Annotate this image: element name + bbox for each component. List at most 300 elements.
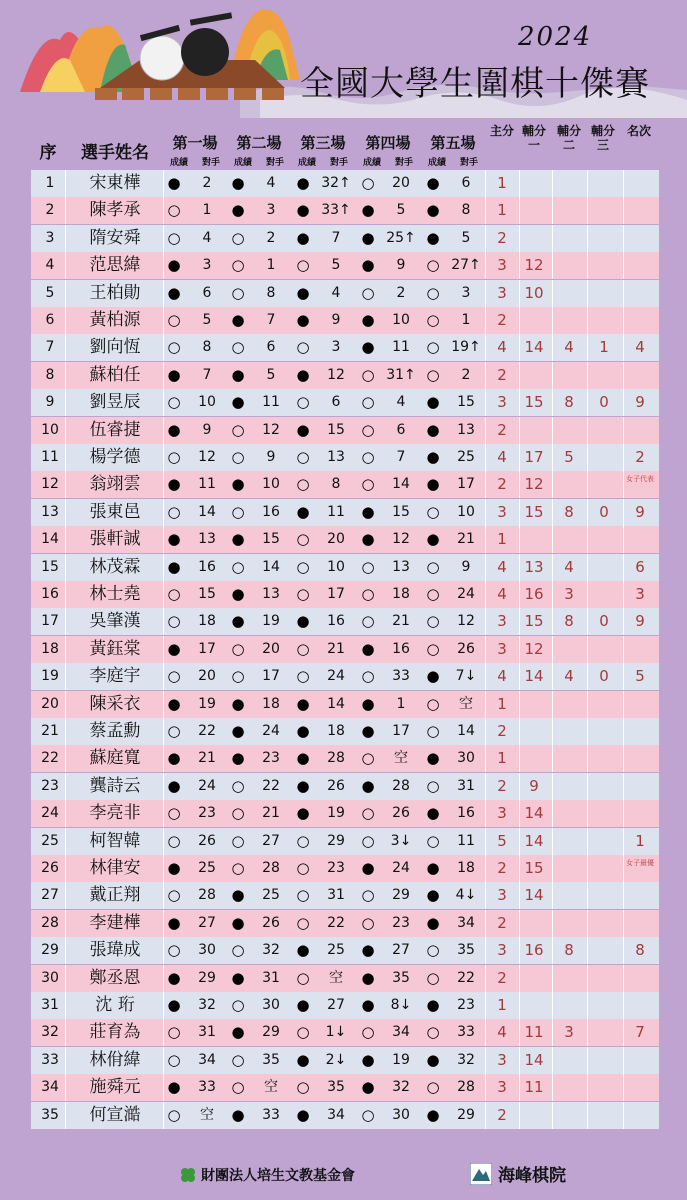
- column-divider: [623, 828, 624, 855]
- player-name: 蘇庭寬: [89, 748, 141, 769]
- round-opponent: 19: [262, 613, 280, 630]
- round-opponent: 35: [327, 1079, 345, 1096]
- banner: [0, 0, 687, 118]
- round-result: ○: [167, 804, 181, 823]
- round-opponent: 33: [198, 1079, 216, 1096]
- player-name: 戴正翔: [89, 885, 141, 906]
- round-opponent: 3: [331, 339, 341, 356]
- tiebreak-3: [589, 855, 619, 882]
- main-score: 2: [497, 776, 507, 795]
- round-opponent: 24: [262, 723, 280, 739]
- tiebreak-1: 17: [524, 448, 544, 466]
- player-name: 宋東樺: [89, 173, 141, 193]
- column-divider: [587, 855, 588, 882]
- round-result: ●: [231, 201, 245, 220]
- table-row: [31, 471, 659, 498]
- round-result: ●: [167, 365, 181, 384]
- round-opponent: 空: [264, 1079, 278, 1096]
- round-result: ○: [167, 1050, 181, 1069]
- round-opponent: 20: [198, 668, 216, 685]
- round-opponent: 28: [457, 1079, 475, 1096]
- round-result: ○: [426, 338, 440, 357]
- main-score: 2: [497, 475, 507, 494]
- rank-cell: [625, 636, 655, 663]
- round-result: ●: [426, 1050, 440, 1069]
- round-result: ●: [231, 1105, 245, 1124]
- rank-cell: [625, 252, 655, 279]
- round-opponent: 3: [461, 284, 471, 301]
- result-label: 成績: [233, 158, 252, 168]
- seq-cell: 9: [45, 394, 55, 411]
- round-result: ○: [167, 886, 181, 905]
- column-divider: [623, 197, 624, 224]
- column-divider: [623, 882, 624, 909]
- column-divider: [623, 526, 624, 553]
- main-score: 2: [497, 859, 507, 877]
- round-result: ○: [167, 941, 181, 960]
- seq-cell: 27: [41, 887, 59, 904]
- seq-cell: 28: [41, 914, 59, 931]
- round-result: ●: [231, 530, 245, 549]
- round-opponent: 8: [331, 476, 341, 493]
- column-divider: [485, 526, 486, 553]
- player-name: 蘇柏任: [89, 364, 141, 385]
- round-result: ○: [426, 831, 440, 850]
- seq-cell: 10: [41, 421, 59, 438]
- column-divider: [552, 608, 553, 635]
- tiebreak-2: [554, 882, 584, 909]
- round-opponent: 29: [457, 1106, 475, 1123]
- player-name: 張瑋成: [89, 940, 141, 961]
- round-opponent: 21: [327, 640, 345, 657]
- table-row: [31, 965, 659, 992]
- column-divider: [485, 965, 486, 992]
- mountain-logo-icon: [470, 1163, 492, 1185]
- round-result: ○: [231, 941, 245, 960]
- tiebreak-2: 8: [564, 502, 574, 521]
- round-opponent: 17: [198, 640, 216, 657]
- round-opponent: 23: [327, 860, 345, 876]
- round-result: ●: [231, 886, 245, 905]
- tiebreak-2: [554, 252, 584, 279]
- header-round-1: [163, 132, 227, 168]
- round-result: ●: [361, 1050, 375, 1069]
- seq-cell: 26: [41, 860, 59, 876]
- round-opponent: 35: [262, 1051, 280, 1068]
- round-opponent: 31: [327, 887, 345, 904]
- round-opponent: 4: [266, 175, 276, 191]
- round-result: ●: [361, 311, 375, 329]
- tiebreak-1: 15: [524, 859, 544, 877]
- round-opponent: 12: [392, 531, 410, 548]
- round-result: ○: [296, 338, 310, 357]
- round-opponent: 15: [457, 394, 475, 411]
- column-divider: [552, 362, 553, 389]
- column-divider: [65, 417, 66, 444]
- round-result: ○: [296, 475, 310, 494]
- round-title: 第四場: [365, 134, 411, 152]
- round-opponent: 18: [392, 586, 410, 602]
- column-divider: [485, 992, 486, 1019]
- round-result: ●: [167, 174, 181, 192]
- column-divider: [587, 526, 588, 553]
- column-divider: [552, 170, 553, 197]
- column-divider: [623, 417, 624, 444]
- tiebreak-1: 15: [524, 393, 544, 412]
- round-opponent: 29: [262, 1024, 280, 1041]
- round-opponent: 2: [461, 366, 471, 383]
- column-divider: [485, 307, 486, 334]
- column-divider: [65, 1102, 66, 1129]
- round-result: ○: [361, 667, 375, 686]
- seq-cell: 8: [45, 366, 55, 383]
- round-opponent: 25: [327, 942, 345, 959]
- tiebreak-1: [519, 417, 549, 444]
- round-result: ○: [167, 667, 181, 686]
- column-divider: [485, 882, 486, 909]
- column-divider: [65, 225, 66, 252]
- tiebreak-3: [589, 1074, 619, 1101]
- round-opponent: 18: [327, 723, 345, 739]
- tiebreak-2: 4: [564, 557, 574, 576]
- round-result: ●: [361, 502, 375, 521]
- column-divider: [485, 581, 486, 608]
- seq-cell: 33: [41, 1051, 59, 1068]
- column-divider: [587, 280, 588, 307]
- round-result: ○: [296, 859, 310, 877]
- round-opponent: 16: [327, 613, 345, 630]
- round-result: ○: [426, 694, 440, 713]
- player-name: 李庭宇: [89, 666, 141, 687]
- column-divider: [65, 937, 66, 964]
- round-result: ●: [231, 913, 245, 932]
- round-opponent: 8↓: [390, 997, 412, 1013]
- main-score: 2: [497, 365, 507, 384]
- column-divider: [587, 307, 588, 334]
- round-opponent: 26: [457, 640, 475, 657]
- column-divider: [587, 882, 588, 909]
- round-result: ●: [231, 365, 245, 384]
- round-opponent: 10: [457, 503, 475, 520]
- tiebreak-2: 8: [564, 393, 574, 412]
- tiebreak-1: 10: [524, 283, 544, 302]
- round-opponent: 18: [262, 695, 280, 712]
- round-opponent: 8: [461, 202, 471, 219]
- column-divider: [552, 1074, 553, 1101]
- round-result: ○: [426, 283, 440, 302]
- seq-cell: 17: [41, 613, 59, 630]
- column-divider: [623, 800, 624, 827]
- table-row: [31, 937, 659, 964]
- tiebreak-2: [554, 417, 584, 444]
- column-divider: [485, 663, 486, 690]
- column-divider: [623, 636, 624, 663]
- column-divider: [65, 910, 66, 937]
- round-result: ●: [426, 886, 440, 905]
- column-divider: [623, 773, 624, 800]
- rank-cell: 1: [635, 831, 645, 850]
- table-row: [31, 636, 659, 663]
- round-opponent: 10: [198, 394, 216, 411]
- round-result: ○: [231, 502, 245, 521]
- round-result: ○: [296, 530, 310, 549]
- tiebreak-3: [589, 252, 619, 279]
- round-opponent: 31: [262, 969, 280, 986]
- tiebreak-2: [554, 745, 584, 772]
- tiebreak-3: [589, 197, 619, 224]
- round-result: ●: [296, 941, 310, 960]
- round-opponent: 31: [198, 1024, 216, 1041]
- rank-cell: 7: [635, 1023, 645, 1042]
- round-result: ○: [231, 804, 245, 823]
- round-result: ○: [231, 667, 245, 686]
- round-result: ○: [361, 448, 375, 466]
- round-opponent: 28: [327, 750, 345, 767]
- tiebreak-3: [589, 800, 619, 827]
- round-opponent: 18: [198, 613, 216, 630]
- round-result: ●: [231, 1023, 245, 1042]
- tiebreak-3: [589, 417, 619, 444]
- round-result: ●: [167, 968, 181, 987]
- column-divider: [485, 1019, 486, 1046]
- column-divider: [485, 471, 486, 498]
- round-opponent: 16: [392, 640, 410, 657]
- column-divider: [552, 663, 553, 690]
- column-divider: [623, 1047, 624, 1074]
- rank-cell: [625, 280, 655, 307]
- column-divider: [623, 307, 624, 334]
- round-result: ○: [296, 256, 310, 275]
- round-opponent: 9: [461, 558, 471, 575]
- round-opponent: 28: [392, 777, 410, 794]
- table-row: [31, 225, 659, 252]
- round-result: ○: [296, 886, 310, 905]
- opponent-label: 對手: [459, 158, 478, 168]
- foundation-name: 財團法人培生文教基金會: [201, 1168, 355, 1184]
- column-divider: [485, 636, 486, 663]
- round-opponent: 9: [331, 312, 341, 328]
- round-opponent: 空: [329, 969, 343, 986]
- column-divider: [552, 1019, 553, 1046]
- tiebreak-1: 14: [524, 1050, 544, 1069]
- column-divider: [623, 1102, 624, 1129]
- round-opponent: 31: [457, 777, 475, 794]
- seq-cell: 5: [45, 284, 55, 301]
- column-divider: [587, 362, 588, 389]
- column-divider: [485, 280, 486, 307]
- round-opponent: 16: [198, 558, 216, 575]
- round-opponent: 24: [198, 777, 216, 794]
- main-score: 3: [497, 804, 507, 823]
- player-name: 何宣澔: [89, 1104, 141, 1125]
- column-divider: [623, 362, 624, 389]
- column-divider: [485, 499, 486, 526]
- rank-cell: [625, 691, 655, 718]
- column-divider: [65, 691, 66, 718]
- round-result: ○: [167, 585, 181, 603]
- round-opponent: 32: [392, 1079, 410, 1096]
- tiebreak-3: [589, 882, 619, 909]
- round-opponent: 31↑: [386, 366, 416, 383]
- round-opponent: 33↑: [321, 202, 351, 219]
- seq-cell: 22: [41, 750, 59, 767]
- tiebreak-2: 8: [564, 941, 574, 960]
- rank-cell: 6: [635, 557, 645, 576]
- round-result: ●: [231, 585, 245, 603]
- round-opponent: 1: [461, 312, 471, 328]
- round-result: ○: [231, 1050, 245, 1069]
- round-title: 第五場: [430, 134, 476, 152]
- player-name: 林茂霖: [89, 556, 141, 577]
- round-opponent: 2: [202, 175, 212, 191]
- round-opponent: 5: [202, 312, 212, 328]
- column-divider: [65, 663, 66, 690]
- rank-cell: 9: [635, 612, 645, 631]
- rank-cell: [625, 882, 655, 909]
- column-divider: [485, 608, 486, 635]
- round-opponent: 20: [392, 175, 410, 191]
- round-result: ○: [231, 338, 245, 357]
- tiebreak-1: 12: [524, 475, 544, 494]
- round-result: ●: [426, 1105, 440, 1124]
- column-divider: [485, 855, 486, 882]
- round-result: ○: [231, 1078, 245, 1097]
- round-opponent: 33: [262, 1106, 280, 1123]
- column-divider: [65, 471, 66, 498]
- player-name: 李建樺: [89, 912, 141, 933]
- round-result: ○: [426, 722, 440, 740]
- tiebreak-2: [554, 773, 584, 800]
- round-opponent: 30: [392, 1106, 410, 1123]
- column-divider: [587, 691, 588, 718]
- seq-cell: 16: [41, 586, 59, 602]
- round-opponent: 26: [392, 805, 410, 822]
- column-divider: [587, 444, 588, 471]
- round-result: ●: [296, 201, 310, 220]
- round-result: ○: [426, 612, 440, 631]
- round-opponent: 7: [331, 229, 341, 246]
- round-opponent: 11: [457, 832, 475, 849]
- column-divider: [552, 280, 553, 307]
- round-opponent: 19↑: [451, 339, 481, 356]
- column-divider: [65, 252, 66, 279]
- footer: [0, 1150, 687, 1200]
- round-result: ○: [361, 174, 375, 192]
- round-result: ●: [361, 722, 375, 740]
- tiebreak-1: [519, 225, 549, 252]
- main-score: 4: [497, 338, 507, 357]
- column-divider: [623, 389, 624, 416]
- round-result: ●: [296, 749, 310, 768]
- round-opponent: 2↓: [325, 1051, 347, 1068]
- column-divider: [587, 828, 588, 855]
- tiebreak-3: [589, 992, 619, 1019]
- column-divider: [552, 252, 553, 279]
- round-opponent: 26: [262, 914, 280, 931]
- tiebreak-3: [589, 773, 619, 800]
- school-credit: [470, 1161, 566, 1186]
- player-name: 翁翊雲: [89, 474, 141, 495]
- column-divider: [587, 389, 588, 416]
- round-result: ●: [361, 859, 375, 877]
- table-row: [31, 773, 659, 800]
- round-opponent: 17: [327, 586, 345, 602]
- round-result: ○: [167, 612, 181, 631]
- tiebreak-3: [589, 1047, 619, 1074]
- round-opponent: 21: [198, 750, 216, 767]
- round-result: ●: [296, 776, 310, 795]
- tiebreak-3: [589, 828, 619, 855]
- round-result: ○: [231, 639, 245, 658]
- round-result: ●: [426, 913, 440, 932]
- table-row: [31, 334, 659, 361]
- column-divider: [623, 937, 624, 964]
- column-divider: [552, 691, 553, 718]
- column-divider: [623, 252, 624, 279]
- round-opponent: 24: [457, 586, 475, 602]
- round-opponent: 13: [392, 558, 410, 575]
- round-result: ○: [361, 393, 375, 412]
- round-result: ○: [426, 941, 440, 960]
- tiebreak-2: [554, 800, 584, 827]
- table-row: [31, 608, 659, 635]
- table-row: [31, 718, 659, 745]
- round-result: ○: [296, 585, 310, 603]
- header-seq: 序: [39, 143, 57, 163]
- standings-table: [31, 118, 659, 1130]
- round-result: ●: [167, 749, 181, 768]
- round-opponent: 24: [392, 860, 410, 876]
- round-opponent: 33: [392, 668, 410, 685]
- round-result: ○: [361, 749, 375, 768]
- table-row: [31, 1019, 659, 1046]
- seq-cell: 24: [41, 805, 59, 822]
- column-divider: [587, 992, 588, 1019]
- column-divider: [552, 718, 553, 745]
- column-divider: [65, 526, 66, 553]
- rank-cell: [625, 910, 655, 937]
- tiebreak-3: [589, 444, 619, 471]
- round-result: ●: [167, 557, 181, 576]
- round-result: ●: [231, 968, 245, 987]
- round-opponent: 1: [202, 202, 212, 219]
- main-score: 3: [497, 886, 507, 905]
- column-divider: [485, 937, 486, 964]
- tiebreak-2: [554, 362, 584, 389]
- round-result: ○: [167, 448, 181, 466]
- round-result: ○: [296, 831, 310, 850]
- round-result: ●: [231, 475, 245, 494]
- player-name: 吳肇漢: [89, 611, 141, 632]
- column-divider: [65, 965, 66, 992]
- result-label: 成績: [362, 158, 381, 168]
- main-score: 3: [497, 639, 507, 658]
- column-divider: [485, 252, 486, 279]
- tiebreak-3: [589, 225, 619, 252]
- round-result: ●: [296, 502, 310, 521]
- rank-cell: 9: [635, 502, 645, 521]
- round-result: ○: [296, 968, 310, 987]
- round-result: ○: [167, 1105, 181, 1124]
- column-divider: [587, 499, 588, 526]
- round-result: ○: [361, 612, 375, 631]
- seq-cell: 7: [45, 339, 55, 356]
- round-opponent: 14: [262, 558, 280, 575]
- round-opponent: 25: [198, 860, 216, 876]
- column-divider: [587, 910, 588, 937]
- main-score: 4: [497, 667, 507, 686]
- round-opponent: 21: [457, 531, 475, 548]
